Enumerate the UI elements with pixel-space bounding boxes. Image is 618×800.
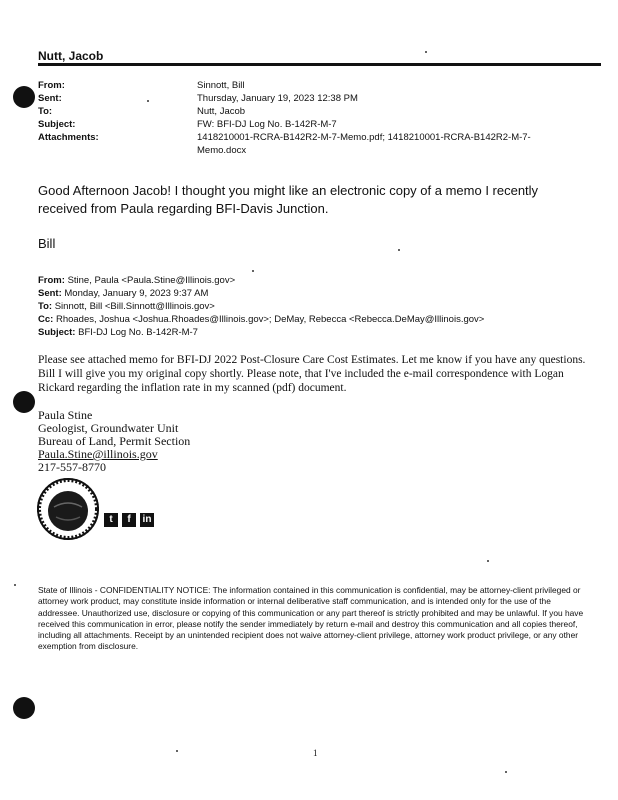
- fwd-cc-label: Cc:: [38, 314, 54, 325]
- facebook-icon[interactable]: f: [122, 513, 136, 527]
- fwd-from-value: Stine, Paula <Paula.Stine@Illinois.gov>: [67, 275, 236, 286]
- twitter-icon[interactable]: t: [104, 513, 118, 527]
- fwd-from: [38, 275, 235, 286]
- signature-bureau: Bureau of Land, Permit Section: [38, 434, 191, 448]
- scan-speck: [505, 771, 507, 773]
- signature-title: Geologist, Groundwater Unit: [38, 421, 179, 435]
- punch-hole: [13, 697, 35, 719]
- fwd-subject: [38, 327, 198, 338]
- attachment-link-continued[interactable]: Memo.docx: [197, 145, 247, 156]
- punch-hole: [13, 86, 35, 108]
- scan-speck: [147, 100, 149, 102]
- sent-label: Sent:: [38, 93, 62, 104]
- fwd-sent-value: Monday, January 9, 2023 9:37 AM: [64, 288, 209, 299]
- fwd-cc-value: Rhoades, Joshua <Joshua.Rhoades@Illinois.gov>; DeMay, Rebecca <Rebecca.DeMay@Illinois.gov>: [55, 314, 485, 325]
- illinois-epa-seal-logo: [36, 477, 100, 541]
- scan-speck: [487, 560, 489, 562]
- scan-speck: [398, 249, 400, 251]
- fwd-subject-value: BFI-DJ Log No. B-142R-M-7: [78, 327, 198, 338]
- page-number: 1: [313, 748, 318, 758]
- attachment-link[interactable]: 1418210001-RCRA-B142R2-M-7-Memo.pdf; 1418210001-RCRA-B142R2-M-7-: [197, 132, 531, 143]
- to-value: Nutt, Jacob: [197, 106, 246, 117]
- from-value: Sinnott, Bill: [197, 80, 245, 91]
- linkedin-icon[interactable]: in: [140, 513, 154, 527]
- signature-email-link[interactable]: Paula.Stine@illinois.gov: [38, 447, 158, 461]
- fwd-sent: [38, 288, 208, 299]
- fwd-cc: [38, 314, 484, 325]
- fwd-to-value: Sinnott, Bill <Bill.Sinnott@Illinois.gov>: [54, 301, 215, 312]
- recipient-name: Nutt, Jacob: [38, 49, 104, 63]
- to-label: To:: [38, 106, 53, 117]
- fwd-from-label: From:: [38, 275, 65, 286]
- signature-phone: 217-557-8770: [38, 460, 106, 474]
- subject-value: FW: BFI-DJ Log No. B-142R-M-7: [197, 119, 337, 130]
- scan-speck: [176, 750, 178, 752]
- scan-speck: [14, 584, 16, 586]
- scan-speck: [425, 51, 427, 53]
- punch-hole: [13, 391, 35, 413]
- greeting-text: Good Afternoon Jacob! I thought you might like an electronic copy of a memo I recently received from Paula regarding BFI-Davis Junction.: [38, 183, 539, 216]
- header-rule: [38, 63, 601, 66]
- from-label: From:: [38, 80, 65, 91]
- attachments-label: Attachments:: [38, 132, 99, 143]
- scan-speck: [252, 270, 254, 272]
- signature-name: Paula Stine: [38, 408, 93, 422]
- subject-label: Subject:: [38, 119, 76, 130]
- fwd-subject-label: Subject:: [38, 327, 76, 338]
- confidentiality-notice: State of Illinois - CONFIDENTIALITY NOTICE: The information contained in this communication is confidential, may be attorney-client privileged or attorney work product, may constitute inside information or internal deliberative staff communication, and is intended only for the use of the addressee. Unauthorized use, disclosure or copying of this communication or any part thereof is strictly prohibited and may be unlawful. If you have received this communication in error, please notify the sender immediately by return e-mail and destroy this communication and all copies thereof, including all attachments. Receipt by an unintended recipient does not waive attorney-client privilege, attorney work product privilege, or any other exemption from disclosure.: [38, 585, 584, 652]
- fwd-to-label: To:: [38, 301, 53, 312]
- message-body: Please see attached memo for BFI-DJ 2022 Post-Closure Care Cost Estimates. Let me know if you have any questions. Bill I will give you my original copy shortly. Please note, that I've included the e-mail correspondence with Logan Rickard regarding the inflation rate in my scanned (pdf) document.: [38, 354, 586, 394]
- signoff: Bill: [38, 236, 56, 251]
- sent-value: Thursday, January 19, 2023 12:38 PM: [197, 93, 358, 104]
- fwd-sent-label: Sent:: [38, 288, 62, 299]
- fwd-to: [38, 301, 215, 312]
